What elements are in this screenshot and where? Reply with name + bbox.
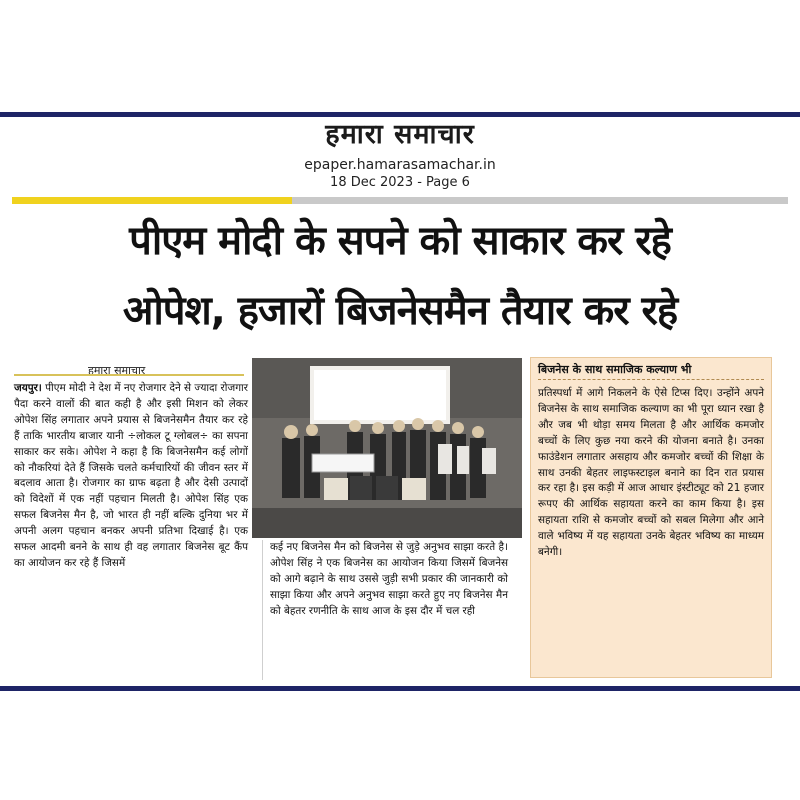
bottom-rule — [0, 686, 800, 691]
article-text-1: पीएम मोदी ने देश में नए रोजगार देने से ज्यादा रोजगार पैदा करने वालों की बात कही है और इसी मिशन को लेकर ओपेश सिंह लगातार अपने प्रयास से बिजनेसमैन तैयार कर रहे हैं ताकि भारतीय बाजार यानी ÷लोकल टू ग्लोबल÷ का सपना साकार कर सके। ओपेश ने कहा है कि बिजनेसमैन कई लोगों को नौकरियां देते हैं जिसके चलते कर्मचारियों की जीवन स्तर में बदलाव आता है। रोजगार का ग्राफ बढ़ता है और देसी उत्पादों को विदेशों में एक नहीं पहचान मिलती है। ओपेश सिंह एक सफल बिजनेस मैन है, जो भारत ही नहीं बल्कि दुनिया भर में अपनी अलग पहचान बनकर अपनी प्रतिभा दिखाई है। एक सफल आदमी बनने के साथ ही वह लगातार बिजनेस बूट कैंप का आयोजन कर रहे हैं जिसमें — [14, 382, 248, 569]
masthead — [0, 118, 800, 192]
newspaper-title: हमारा समाचार — [325, 119, 475, 150]
sidebar-text: प्रतिस्पर्धा में आगे निकलने के ऐसे टिप्स दिए। उन्होंने अपने बिजनेस के साथ समाजिक कल्याण का भी पूरा ध्यान रखा है और जब भी थोड़ा समय मिलता है और आर्थिक कमजोर बच्चों के लिए कुछ नया करने की योजना बनाते है। उनका फाउंडेशन लगातार असहाय और कमजोर बच्चों की शिक्षा के साथ उनकी बेहतर लाइफस्टाइल बनाने का दिन रात प्रयास कर रहा है। इस कड़ी में आज आधार इंस्टीट्यूट को 21 हजार रूपए की आर्थिक सहायता करने का काम किया है। इस सहायता राशि से कमजोर बच्चों को सबल मिलेगा और आने वाले भविष्य में यह सहायता उनके बेहतर भविष्य का माध्यम बनेगी। — [538, 387, 764, 559]
headline-line-2: ओपेश, हजारों बिजनेसमैन तैयार कर रहे — [122, 288, 678, 334]
article-column-1 — [14, 381, 248, 572]
headline — [12, 206, 788, 346]
top-rule — [0, 112, 800, 117]
sidebar-heading: बिजनेस के साथ समाजिक कल्याण भी — [538, 363, 692, 376]
event-photo-illustration — [252, 358, 522, 538]
byline: हमारा समाचार — [88, 364, 146, 377]
byline-divider — [14, 374, 244, 376]
issue-date: 18 Dec 2023 - Page 6 — [330, 175, 470, 190]
event-photo — [252, 358, 522, 538]
gray-band — [292, 197, 788, 204]
dateline: जयपुर। — [14, 382, 42, 394]
epaper-url[interactable]: epaper.hamarasamachar.in — [304, 157, 496, 173]
sidebar-divider — [538, 379, 764, 380]
column-divider — [262, 540, 263, 680]
headline-line-1: पीएम मोदी के सपने को साकार कर रहे — [129, 218, 671, 264]
article-column-2: कई नए बिजनेस मैन को बिजनेस से जुड़े अनुभव साझा करते है। ओपेश सिंह ने एक बिजनेस का आयोजन किया जिसमें बिजनेस को आगे बढ़ाने के साथ उससे जुड़ी सभी प्रकार की जानकारी को साझा किया और अपने अनुभव साझा करते हुए नए बिजनेस मैन को बेहतर रणनीति के साथ आज के इस दौर में चल रही — [270, 541, 508, 617]
yellow-band — [12, 197, 292, 204]
